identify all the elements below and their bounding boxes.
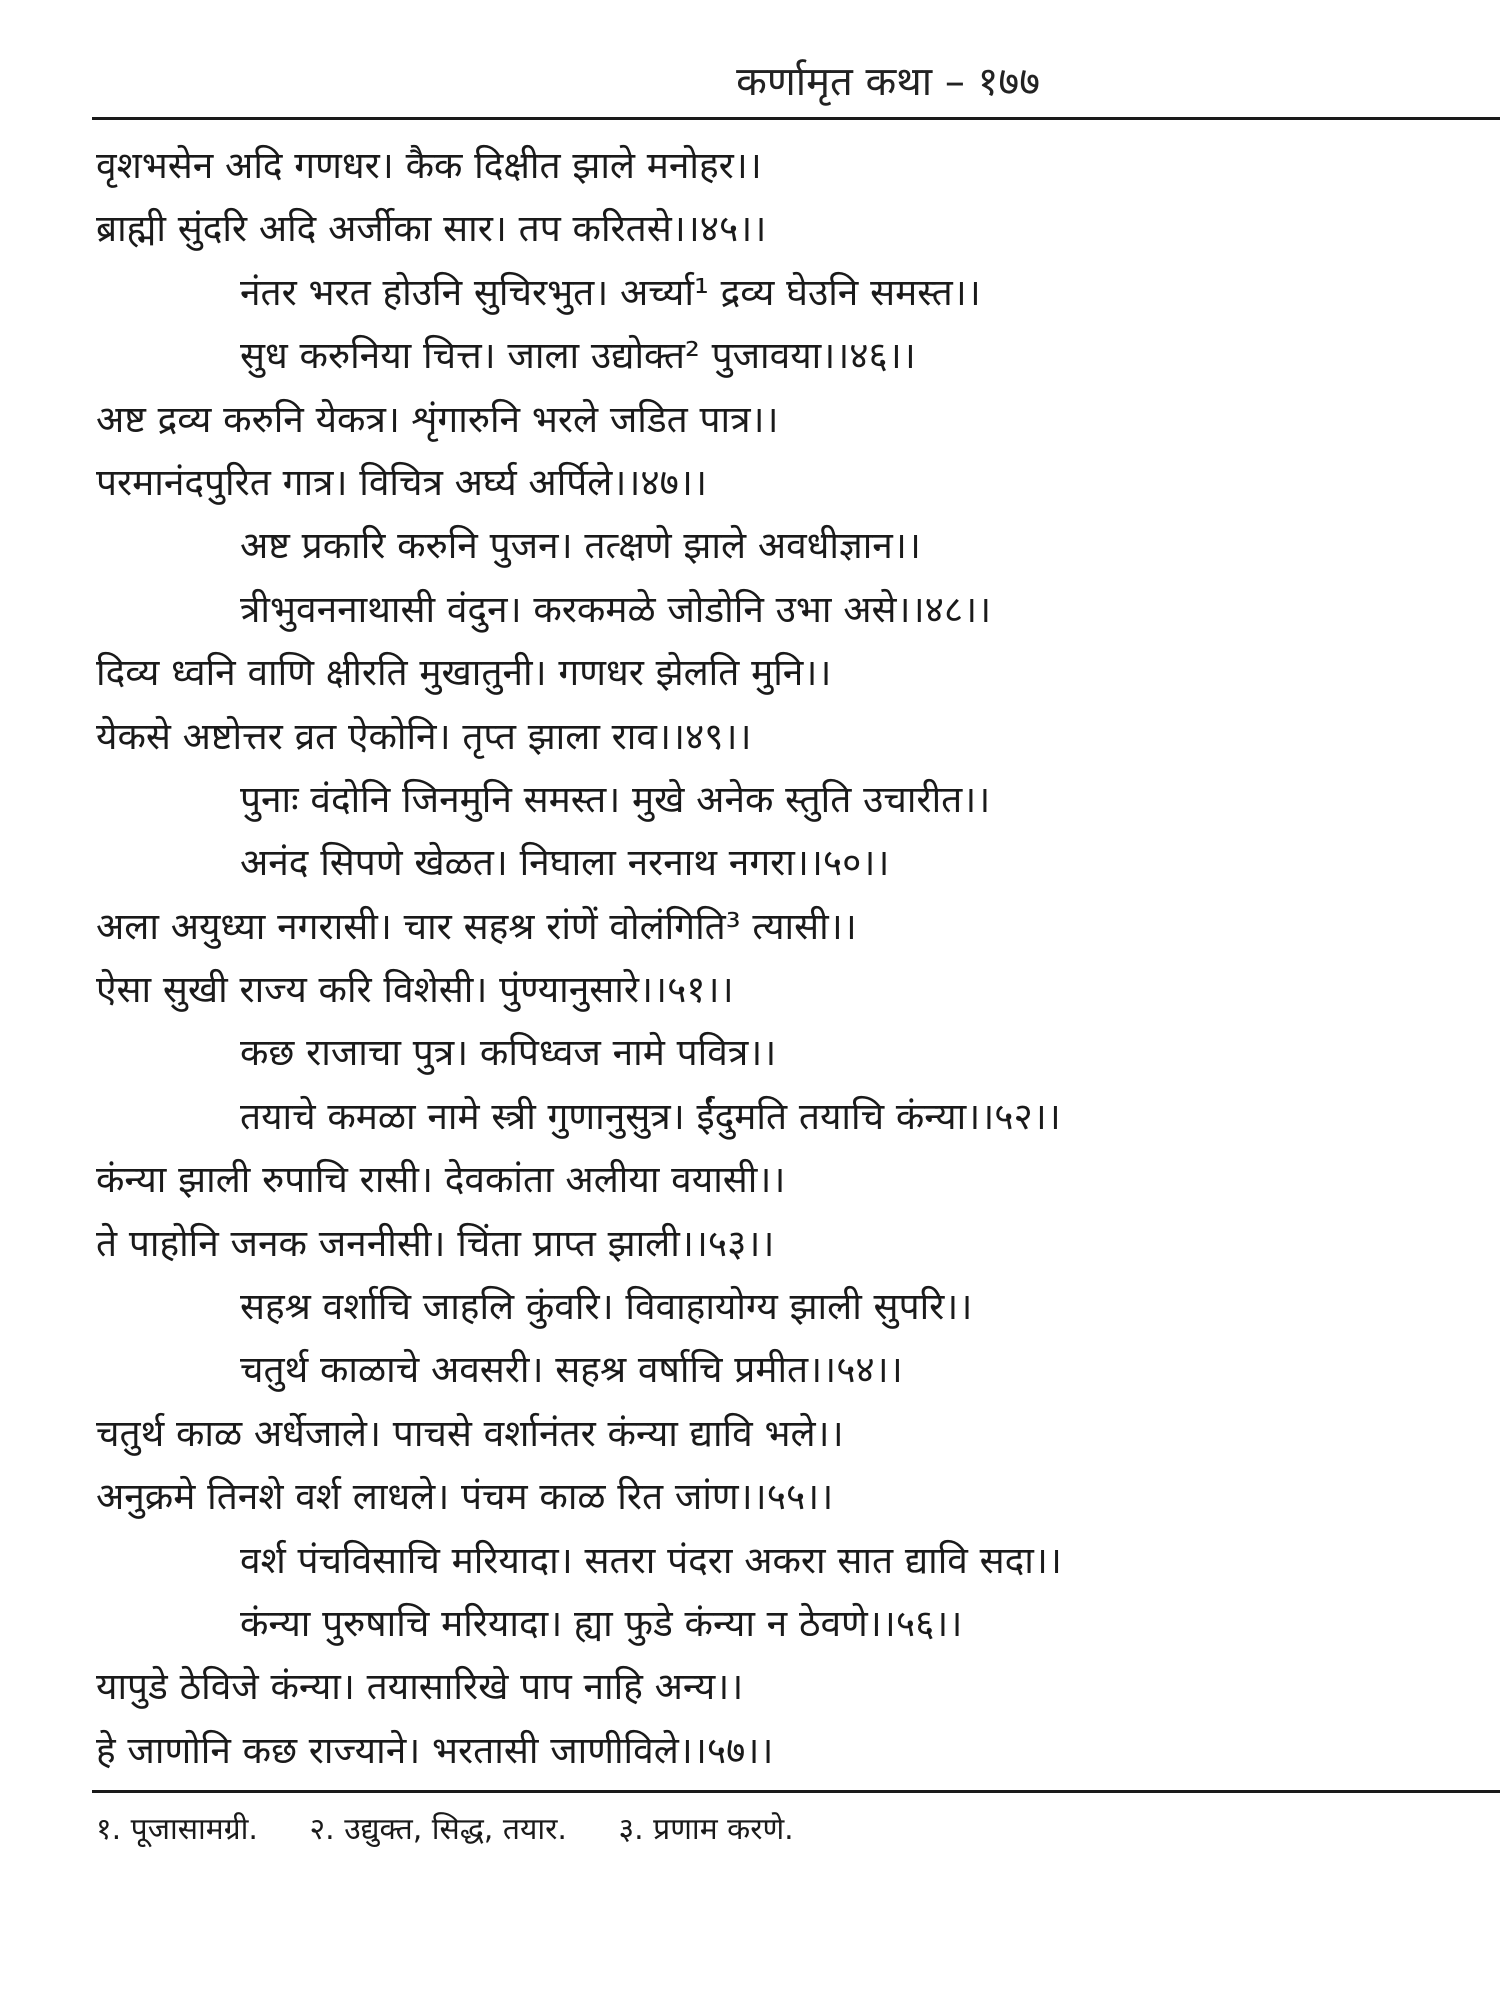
verse-line: दिव्य ध्वनि वाणि क्षीरति मुखातुनी। गणधर झेलति मुनि।। <box>96 651 832 695</box>
verse-line: कछ राजाचा पुत्र। कपिध्वज नामे पवित्र।। <box>240 1031 777 1075</box>
verse-line: पुनाः वंदोनि जिनमुनि समस्त। मुखे अनेक स्तुति उचारीत।। <box>240 777 991 821</box>
verse-line: अनुक्रमे तिनशे वर्श लाधले। पंचम काळ रित जांण।।५५।। <box>96 1475 834 1519</box>
verse-line: अष्ट द्रव्य करुनि येकत्र। शृंगारुनि भरले जडित पात्र।। <box>96 397 779 441</box>
verse-line: अला अयुध्या नगरासी। चार सहश्र रांणें वोलंगिति³ त्यासी।। <box>96 904 857 948</box>
verse-line: सहश्र वर्शाचि जाहलि कुंवरि। विवाहायोग्य झाली सुपरि।। <box>240 1285 973 1329</box>
verse-line: येकसे अष्टोत्तर व्रत ऐकोनि। तृप्त झाला राव।।४९।। <box>96 714 752 758</box>
footnotes <box>96 1808 836 1852</box>
footnote-3: ३. प्रणाम करणे. <box>618 1812 794 1847</box>
verse-line: परमानंदपुरित गात्र। विचित्र अर्घ्य अर्पिले।।४७।। <box>96 460 707 504</box>
verse-line: सुध करुनिया चित्त। जाला उद्योक्त² पुजावया।।४६।। <box>240 334 916 378</box>
verse-line: कंन्या पुरुषाचि मरियादा। ह्या फुडे कंन्या न ठेवणे।।५६।। <box>240 1601 963 1645</box>
verse-line: अनंद सिपणे खेळत। निघाला नरनाथ नगरा।।५०।। <box>240 841 890 885</box>
verse-line: हे जाणोनि कछ राज्याने। भरतासी जाणीविले।।५७।। <box>96 1728 774 1772</box>
footnote-rule <box>92 1790 1500 1793</box>
verse-line: ब्राह्मी सुंदरि अदि अर्जीका सार। तप करितसे।।४५।। <box>96 207 767 251</box>
page-header: कर्णामृत कथा – १७७ <box>736 59 1040 105</box>
verse-line: ऐसा सुखी राज्य करि विशेसी। पुंण्यानुसारे।।५१।। <box>96 968 734 1012</box>
verse-line: तयाचे कमळा नामे स्त्री गुणानुसुत्र। ईंदुमति तयाचि कंन्या।।५२।। <box>240 1094 1061 1138</box>
verse-line: वृशभसेन अदि गणधर। कैक दिक्षीत झाले मनोहर।। <box>96 144 762 187</box>
verse-line: कंन्या झाली रुपाचि रासी। देवकांता अलीया वयासी।। <box>96 1158 786 1202</box>
footnote-2: २. उद्युक्त, सिद्ध, तयार. <box>309 1812 567 1847</box>
verse-line: चतुर्थ काळ अर्धेजाले। पाचसे वर्शानंतर कंन्या द्यावि भले।। <box>96 1411 844 1455</box>
verse-line: अष्ट प्रकारि करुनि पुजन। तत्क्षणे झाले अवधीज्ञान।। <box>240 524 921 568</box>
verse-line: त्रीभुवननाथासी वंदुन। करकमळे जोडोनि उभा असे।।४८।। <box>240 587 992 631</box>
verse-line: नंतर भरत होउनि सुचिरभुत। अर्च्या¹ द्रव्य घेउनि समस्त।। <box>240 270 981 314</box>
header-rule <box>92 117 1500 120</box>
verse-line: वर्श पंचविसाचि मरियादा। सतरा पंदरा अकरा सात द्यावि सदा।। <box>240 1538 1062 1582</box>
verse-line: ते पाहोनि जनक जननीसी। चिंता प्राप्त झाली।।५३।। <box>96 1221 775 1265</box>
verse-line: यापुडे ठेविजे कंन्या। तयासारिखे पाप नाहि अन्य।। <box>96 1665 744 1709</box>
verse-block <box>0 134 1500 1782</box>
verse-line: चतुर्थ काळाचे अवसरी। सहश्र वर्षाचि प्रमीत।।५४।। <box>240 1348 903 1392</box>
footnote-1: १. पूजासामग्री. <box>96 1812 258 1847</box>
